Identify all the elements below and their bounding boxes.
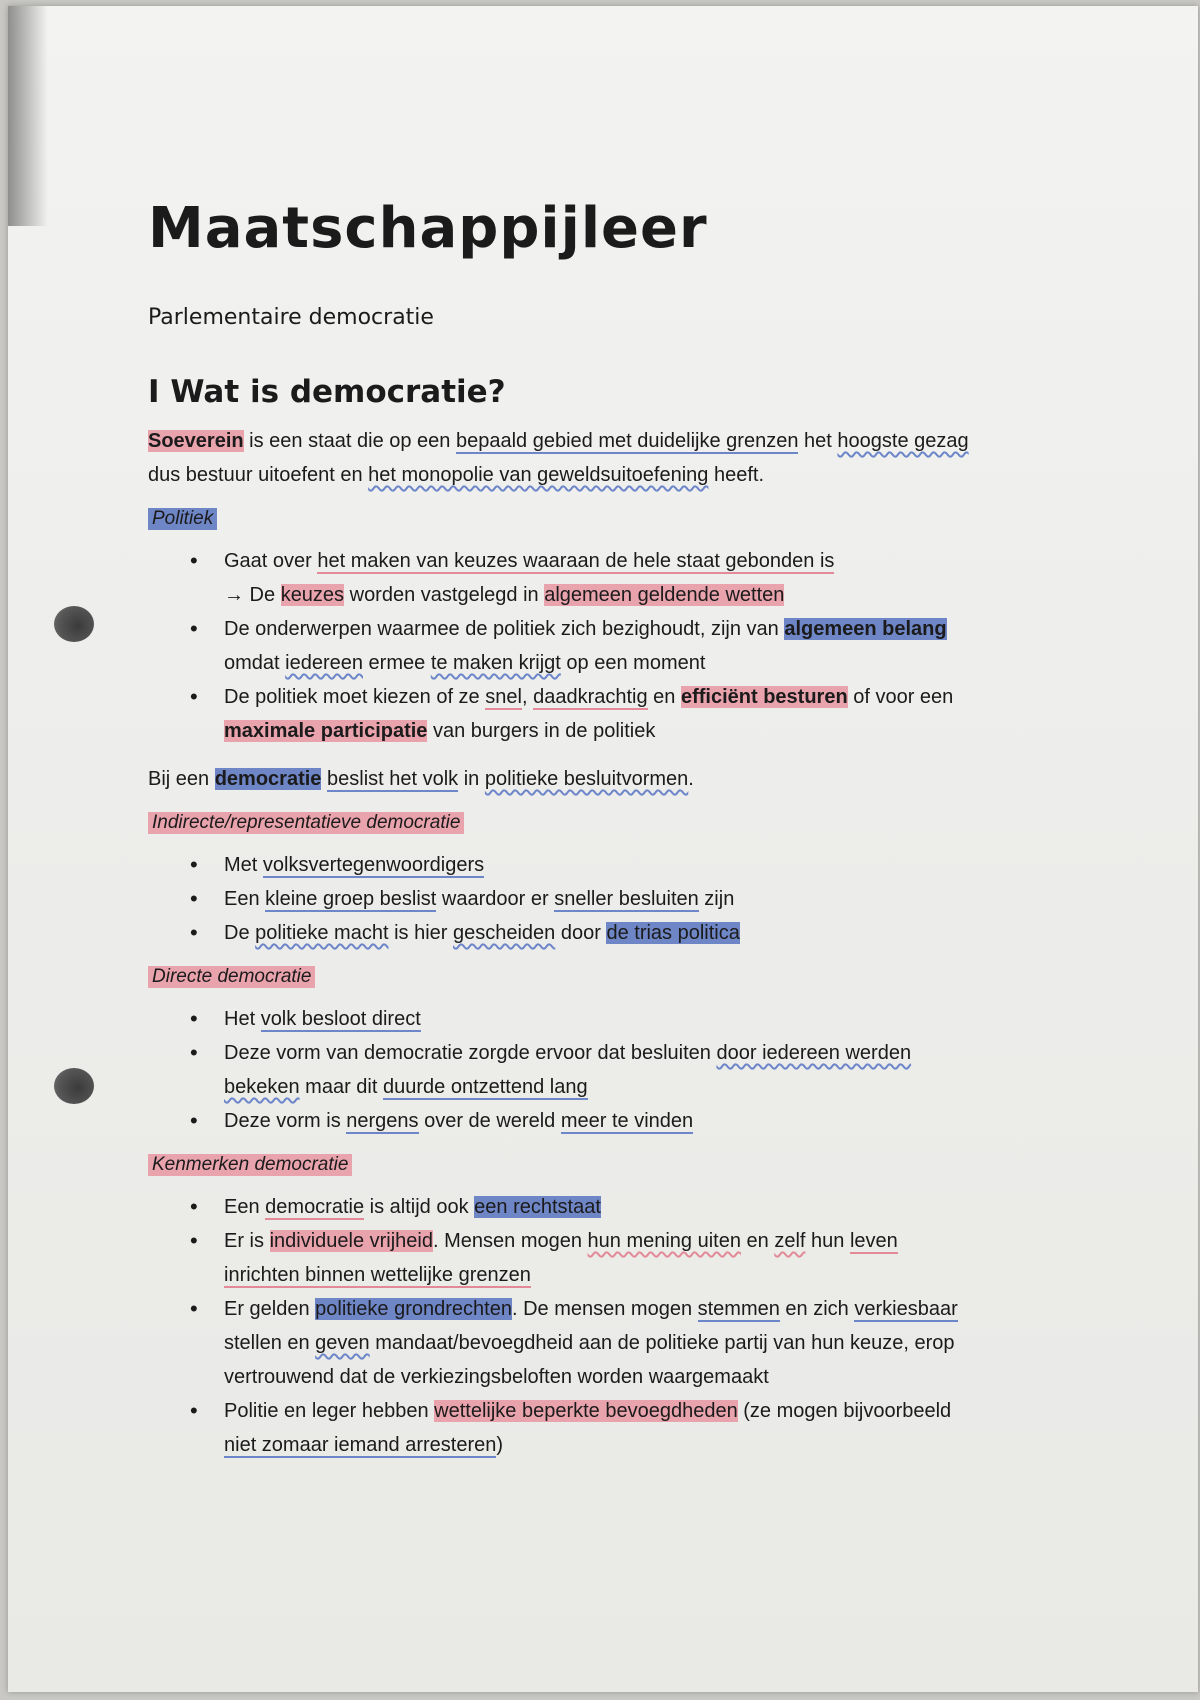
highlight: politieke grondrechten	[315, 1298, 512, 1320]
text: Bij een	[148, 768, 215, 790]
text: maar dit	[299, 1076, 383, 1098]
list-subline	[224, 578, 1068, 612]
soeverein-paragraph	[148, 424, 1068, 492]
list-item	[224, 916, 1068, 950]
underlined-phrase: hun mening uiten	[587, 1230, 741, 1252]
text: over de wereld	[418, 1110, 561, 1132]
text: Met	[224, 854, 263, 876]
paper-sheet	[8, 6, 1198, 1692]
list-item	[224, 1104, 1068, 1138]
underlined-phrase: sneller besluiten	[554, 888, 699, 910]
text: is een staat die op een	[243, 430, 456, 452]
label-kenmerken-democratie: Kenmerken democratie	[148, 1154, 352, 1176]
text: en	[647, 686, 681, 708]
punch-hole-top	[54, 606, 94, 642]
underlined-phrase: bepaald gebied met duidelijke grenzen	[455, 430, 799, 452]
indirecte-list	[148, 848, 1068, 950]
list-item	[224, 1394, 1068, 1462]
document-title: Maatschappijleer	[148, 196, 708, 261]
underlined-phrase: meer te vinden	[560, 1110, 694, 1132]
text: worden vastgelegd in	[344, 584, 545, 606]
underlined-phrase: zelf	[774, 1230, 806, 1252]
underlined-phrase: volksvertegenwoordigers	[262, 854, 485, 876]
text: Een	[224, 1196, 266, 1218]
directe-list	[148, 1002, 1068, 1138]
label-indirecte-democratie: Indirecte/representatieve democratie	[148, 812, 464, 834]
text: hun	[805, 1230, 850, 1252]
underlined-phrase: door iedereen werden	[716, 1042, 912, 1064]
underlined-phrase: leven	[849, 1230, 898, 1252]
list-item	[224, 1002, 1068, 1036]
text: ermee	[363, 652, 431, 674]
list-item	[224, 1292, 1068, 1394]
underlined-phrase: politieke besluitvormen	[484, 768, 689, 790]
underlined-phrase: snel	[485, 686, 522, 708]
list-item	[224, 1224, 1068, 1292]
text: is hier	[388, 922, 453, 944]
text: is altijd ook	[364, 1196, 475, 1218]
text: waardoor er	[436, 888, 555, 910]
highlight: algemeen geldende wetten	[544, 584, 785, 606]
underlined-phrase: verkiesbaar	[854, 1298, 958, 1320]
text: Politie en leger hebben	[224, 1400, 435, 1422]
underlined-phrase: het maken van keuzes waaraan de hele staat gebonden is	[317, 550, 835, 572]
highlight: efficiënt besturen	[680, 686, 848, 708]
punch-hole-bottom	[54, 1068, 94, 1104]
text: De onderwerpen waarmee de politiek zich bezighoudt, zijn van	[224, 618, 785, 640]
text: van burgers in de politiek	[427, 720, 656, 742]
text: .	[688, 768, 694, 790]
text: De politiek moet kiezen of ze	[224, 686, 486, 708]
underlined-phrase: volk besloot direct	[260, 1008, 421, 1030]
underlined-phrase: te maken krijgt	[430, 652, 561, 674]
text: zijn	[698, 888, 735, 910]
text: Gaat over	[224, 550, 318, 572]
list-subline	[224, 1326, 1068, 1360]
label-directe-democratie: Directe democratie	[148, 966, 315, 988]
text: door	[555, 922, 607, 944]
kenmerken-list	[148, 1190, 1068, 1462]
underlined-phrase: politieke macht	[255, 922, 389, 944]
highlight: algemeen belang	[784, 618, 947, 640]
highlight: democratie	[214, 768, 322, 790]
text: (ze mogen bijvoorbeeld	[737, 1400, 952, 1422]
list-subline	[224, 1070, 1068, 1104]
text: De	[224, 922, 256, 944]
text: en zich	[779, 1298, 855, 1320]
list-subline	[224, 1258, 1068, 1292]
text: ,	[521, 686, 534, 708]
text: op een moment	[560, 652, 706, 674]
text: omdat	[224, 652, 286, 674]
document-body	[148, 196, 1068, 1462]
arrow-text: → De	[224, 584, 281, 606]
underlined-phrase: hoogste gezag	[837, 430, 969, 452]
underlined-phrase: daadkrachtig	[533, 686, 648, 708]
underlined-phrase: iedereen	[285, 652, 363, 674]
underlined-phrase: democratie	[265, 1196, 365, 1218]
list-item	[224, 882, 1068, 916]
section-heading: I Wat is democratie?	[148, 374, 506, 410]
text: )	[496, 1434, 504, 1456]
text: mandaat/bevoegdheid aan de politieke partij van hun keuze, erop	[369, 1332, 955, 1354]
text: of voor een	[847, 686, 954, 708]
list-subline: vertrouwend dat de verkiezingsbeloften worden waargemaakt	[224, 1366, 769, 1388]
list-item	[224, 848, 1068, 882]
text: Er gelden	[224, 1298, 316, 1320]
text: Een	[224, 888, 266, 910]
highlight: een rechtstaat	[474, 1196, 601, 1218]
highlight: wettelijke beperkte bevoegdheden	[434, 1400, 738, 1422]
list-subline	[224, 714, 1068, 748]
soeverein-line-2	[148, 458, 1068, 492]
underlined-phrase: geven	[315, 1332, 370, 1354]
text: heeft.	[708, 464, 765, 486]
list-item	[224, 1190, 1068, 1224]
underlined-phrase: duurde ontzettend lang	[382, 1076, 588, 1098]
highlight: de trias politica	[606, 922, 740, 944]
underlined-phrase: beslist het volk	[327, 768, 459, 790]
underlined-phrase: het monopolie van geweldsuitoefening	[368, 464, 709, 486]
text: Deze vorm is	[224, 1110, 347, 1132]
list-item	[224, 544, 1068, 612]
page-edge-shadow	[8, 6, 48, 226]
underlined-phrase: bekeken	[224, 1076, 300, 1098]
label-politiek: Politiek	[148, 508, 217, 530]
text: dus bestuur uitoefent en	[148, 464, 369, 486]
text: Er is	[224, 1230, 270, 1252]
list-item	[224, 612, 1068, 680]
text: stellen en	[224, 1332, 316, 1354]
underlined-phrase: stemmen	[697, 1298, 780, 1320]
text: Het	[224, 1008, 261, 1030]
politiek-list	[148, 544, 1068, 748]
text: en	[740, 1230, 775, 1252]
underlined-phrase: kleine groep beslist	[265, 888, 437, 910]
text: in	[458, 768, 485, 790]
list-subline	[224, 1428, 1068, 1462]
underlined-phrase: nergens	[346, 1110, 419, 1132]
text: . De mensen mogen	[511, 1298, 698, 1320]
list-subline	[224, 646, 1068, 680]
underlined-phrase: inrichten binnen wettelijke grenzen	[224, 1264, 531, 1286]
highlight: keuzes	[280, 584, 345, 606]
underlined-phrase: gescheiden	[453, 922, 556, 944]
underlined-phrase: niet zomaar iemand arresteren	[224, 1434, 497, 1456]
text: het	[798, 430, 838, 452]
list-item	[224, 680, 1068, 748]
highlight: individuele vrijheid	[269, 1230, 433, 1252]
text: . Mensen mogen	[433, 1230, 588, 1252]
democratie-definition	[148, 762, 1068, 796]
document-subtitle: Parlementaire democratie	[148, 305, 434, 330]
list-item	[224, 1036, 1068, 1104]
highlight: maximale participatie	[224, 720, 428, 742]
term-soeverein: Soeverein	[148, 430, 244, 452]
text: Deze vorm van democratie zorgde ervoor dat besluiten	[224, 1042, 717, 1064]
